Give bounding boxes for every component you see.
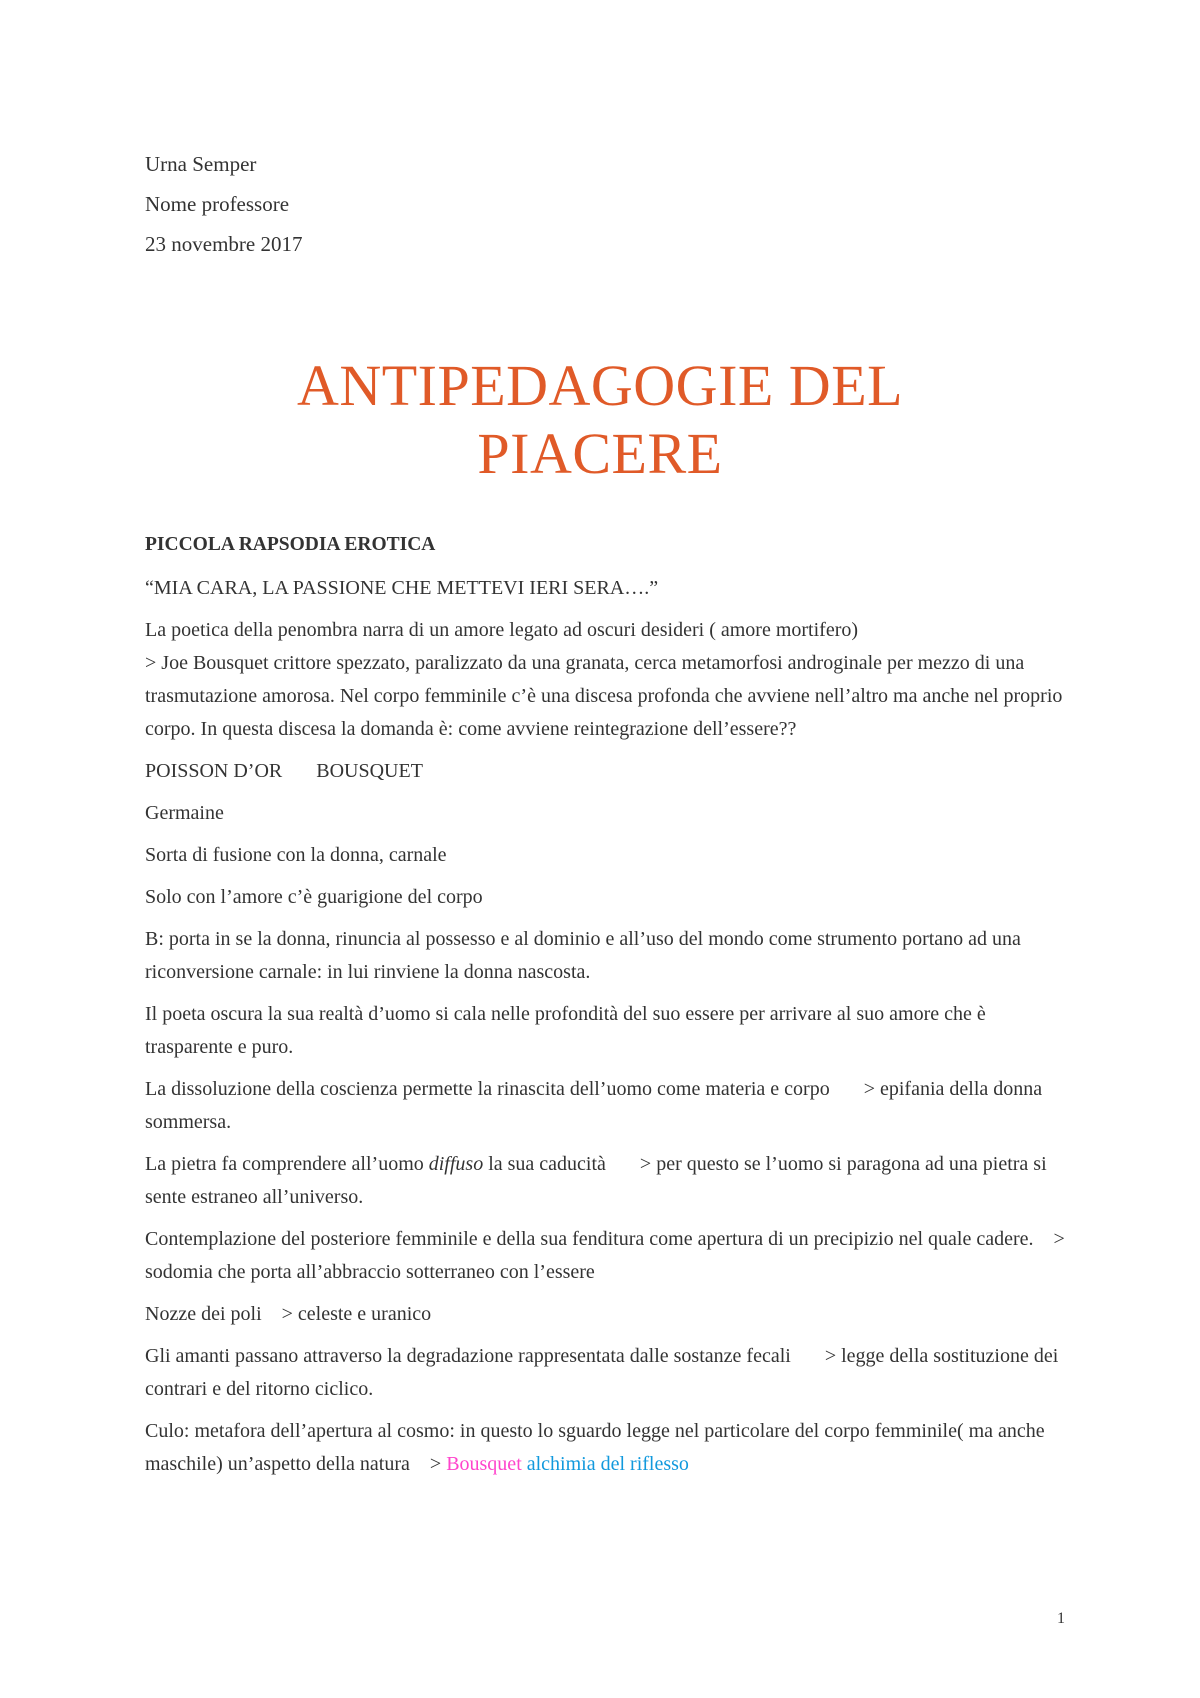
nozze-arrow-text: > celeste e uranico [281, 1303, 432, 1325]
title-line-2: PIACERE [477, 421, 723, 486]
document-date: 23 novembre 2017 [145, 232, 303, 256]
paragraph-pietra [145, 1148, 1065, 1214]
culo-text: Culo: metafora dell’apertura al cosmo: in questo lo sguardo legge nel particolare del corpo femminile( ma anche maschile) un’aspetto della natura [145, 1420, 1045, 1475]
title-line-1: ANTIPEDAGOGIE DEL [296, 353, 904, 418]
pietra-after: la sua caducità [488, 1153, 606, 1175]
dissoluzione-rest: epifania della donna sommersa. [145, 1078, 1043, 1133]
paragraph-culo [145, 1415, 1065, 1481]
author-name: Urna Semper [145, 152, 257, 176]
amanti-arrow-text: > legge della sostituzione dei contrari e del ritorno ciclico. [145, 1345, 1059, 1400]
paragraph-b: B: porta in se la donna, rinuncia al possesso e al dominio e all’uso del mondo come strumento portano ad una riconversione carnale: in lui rinviene la donna nascosta. [145, 928, 1021, 983]
pietra-italic: diffuso [428, 1153, 484, 1175]
paragraph-amanti [145, 1340, 1065, 1406]
poisson-title: POISSON D’OR [145, 760, 283, 782]
section-heading: PICCOLA RAPSODIA EROTICA [145, 534, 436, 555]
page-number: 1 [1057, 1610, 1065, 1627]
culo-highlight-pink: Bousquet [446, 1453, 522, 1475]
paragraph-poeta: Il poeta oscura la sua realtà d’uomo si cala nelle profondità del suo essere per arrivare al suo amore che è trasparente e puro. [145, 1003, 986, 1058]
amanti-text: Gli amanti passano attraverso la degradazione rappresentata dalle sostanze fecali [145, 1345, 791, 1367]
poisson-line [145, 755, 1065, 788]
document-header [145, 144, 302, 264]
dissoluzione-arrow: > [863, 1078, 875, 1100]
section-body [145, 532, 1065, 1481]
pietra-arrow-text: > per questo se l’uomo si paragona ad una pietra si sente estraneo all’universo. [145, 1153, 1047, 1208]
paragraph-dissoluzione [145, 1073, 1065, 1139]
poisson-author: BOUSQUET [316, 760, 423, 782]
contemplazione-text: Contemplazione del posteriore femminile e della sua fenditura come apertura di un precipizio nel quale cadere. [145, 1228, 1034, 1250]
professor-name: Nome professore [145, 192, 290, 216]
paragraph-contemplazione [145, 1223, 1065, 1289]
paragraph-penombra-rest: > Joe Bousquet crittore spezzato, paralizzato da una granata, cerca metamorfosi androginale per mezzo di una trasmutazione amorosa. Nel corpo femminile c’è una discesa profonda che avviene nell’altro ma anche nel proprio corpo. In questa discesa la domanda è: come avviene reintegrazione dell’essere?? [145, 652, 1063, 740]
paragraph-sorta: Sorta di fusione con la donna, carnale [145, 844, 447, 866]
paragraph-solo: Solo con l’amore c’è guarigione del corpo [145, 886, 483, 908]
paragraph-penombra [145, 614, 1065, 746]
contemplazione-arrow-text: > sodomia che porta all’abbraccio sotterraneo con l’essere [145, 1228, 1065, 1283]
paragraph-nozze [145, 1298, 1065, 1331]
culo-highlight-blue: alchimia del riflesso [526, 1453, 689, 1475]
pietra-before: La pietra fa comprendere all’uomo [145, 1153, 424, 1175]
dissoluzione-text: La dissoluzione della coscienza permette la rinascita dell’uomo come materia e corpo [145, 1078, 830, 1100]
nozze-text: Nozze dei poli [145, 1303, 262, 1325]
paragraph-germaine: Germaine [145, 802, 224, 824]
culo-arrow: > [429, 1453, 442, 1475]
section-quote: “MIA CARA, LA PASSIONE CHE METTEVI IERI SERA….” [145, 577, 659, 599]
paragraph-penombra-line1: La poetica della penombra narra di un amore legato ad oscuri desideri ( amore mortifero) [145, 619, 859, 641]
document-title [145, 352, 1055, 488]
